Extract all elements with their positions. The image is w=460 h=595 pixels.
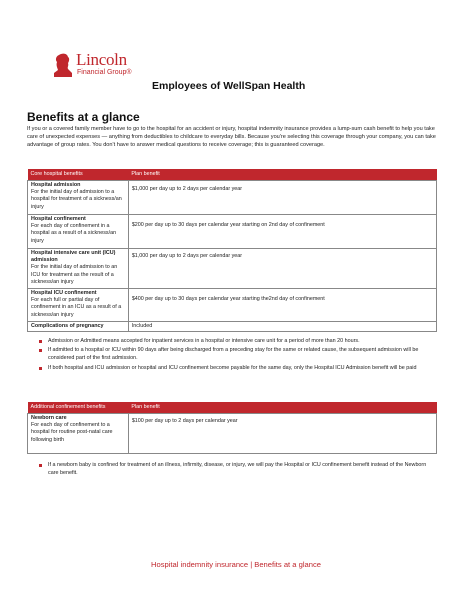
benefit-title: Hospital intensive care unit (ICU) admission xyxy=(31,250,116,264)
table-row xyxy=(28,215,437,249)
list-item: If admitted to a hospital or ICU within 90 days after being discharged from a preceding stay for the same or related cause, the subsequent admission will be considered part of the first admission. xyxy=(39,347,437,363)
benefit-amount: Included xyxy=(131,323,153,329)
bullet-icon xyxy=(39,349,42,352)
page-footer: Hospital indemnity insurance | Benefits at a glance xyxy=(151,560,321,569)
list-item: If both hospital and ICU admission or hospital and ICU confinement become payable for the same day, only the Hospital ICU Admission benefit will be paid xyxy=(39,365,437,373)
list-item: If a newborn baby is confined for treatment of an illness, infirmity, disease, or injury, we will pay the Hospital or ICU confinement benefit instead of the Newborn care benefit. xyxy=(39,462,437,478)
bullet-icon xyxy=(39,340,42,343)
benefit-amount-cell xyxy=(128,414,436,454)
benefit-amount: $400 per day up to 30 days per calendar year starting the2nd day of confinement xyxy=(131,296,325,302)
benefit-description: For the initial day of admission to an ICU for treatment as the result of a sickness/an injury xyxy=(31,264,118,285)
benefit-name-cell xyxy=(28,215,129,249)
benefit-amount-cell xyxy=(128,322,436,332)
lincoln-portrait-icon xyxy=(53,53,73,77)
benefit-title: Complications of pregnancy xyxy=(31,323,104,329)
lincoln-logo xyxy=(53,51,173,81)
benefit-description: For each day of confinement in a hospital as a result of a sickness/an injury xyxy=(31,223,117,244)
benefit-title: Hospital confinement xyxy=(31,216,86,222)
benefit-name-cell xyxy=(28,414,129,454)
benefit-amount-cell xyxy=(128,181,436,215)
table-row xyxy=(28,249,437,289)
benefit-name-cell xyxy=(28,249,129,289)
bullet-icon xyxy=(39,367,42,370)
benefit-title: Newborn care xyxy=(31,415,67,421)
admission-notes-list xyxy=(39,338,437,374)
benefit-description: For each full or partial day of confinement in an ICU as a result of a sickness/an injury xyxy=(31,297,122,318)
list-item: Admission or Admitted means accepted for inpatient services in a hospital or intensive care unit for a period of more than 20 hours. xyxy=(39,338,437,346)
benefit-amount-cell xyxy=(128,249,436,289)
intro-paragraph: If you or a covered family member have to go to the hospital for an accident or injury, hospital indemnity insurance provides a lump-sum cash benefit to help you take care of unexpected expenses — anything from deductibles to childcare to everyday bills. Because you're selecting this coverage through your company, you can take advantage of group rates. You don't have to answer medical questions to receive coverage; this is guaranteed coverage. xyxy=(27,126,436,148)
benefit-name-cell xyxy=(28,289,129,322)
benefit-name-cell xyxy=(28,322,129,332)
column-header: Core hospital benefits xyxy=(28,169,129,181)
core-benefits-table xyxy=(27,169,437,332)
bullet-icon xyxy=(39,464,42,467)
benefit-name-cell xyxy=(28,181,129,215)
benefit-title: Hospital ICU confinement xyxy=(31,290,97,296)
logo-subtitle: Financial Group® xyxy=(77,69,132,76)
company-title: Employees of WellSpan Health xyxy=(152,80,306,92)
table-row xyxy=(28,289,437,322)
table-header-row xyxy=(28,169,437,181)
table-row xyxy=(28,181,437,215)
column-header: Plan benefit xyxy=(128,169,436,181)
column-header: Additional confinement benefits xyxy=(28,402,129,414)
table-row xyxy=(28,414,437,454)
benefit-amount: $200 per day up to 30 days per calendar year starting on 2nd day of confinement xyxy=(131,222,325,228)
section-heading: Benefits at a glance xyxy=(27,110,140,124)
additional-benefits-table xyxy=(27,402,437,454)
benefit-amount: $1,000 per day up to 2 days per calendar year xyxy=(131,253,243,259)
logo-wordmark: Lincoln xyxy=(76,50,127,69)
benefit-description: For the initial day of admission to a hospital for treatment of a sickness/an injury xyxy=(31,189,122,210)
benefit-amount-cell xyxy=(128,215,436,249)
benefit-amount: $1,000 per day up to 2 days per calendar year xyxy=(131,186,243,192)
table-header-row xyxy=(28,402,437,414)
column-header: Plan benefit xyxy=(128,402,436,414)
benefit-amount-cell xyxy=(128,289,436,322)
benefit-title: Hospital admission xyxy=(31,182,81,188)
newborn-notes-list xyxy=(39,462,437,479)
table-row xyxy=(28,322,437,332)
benefit-description: For each day of confinement to a hospital for routine post-natal care following birth xyxy=(31,422,113,443)
benefit-amount: $100 per day up to 2 days per calendar year xyxy=(131,418,238,424)
